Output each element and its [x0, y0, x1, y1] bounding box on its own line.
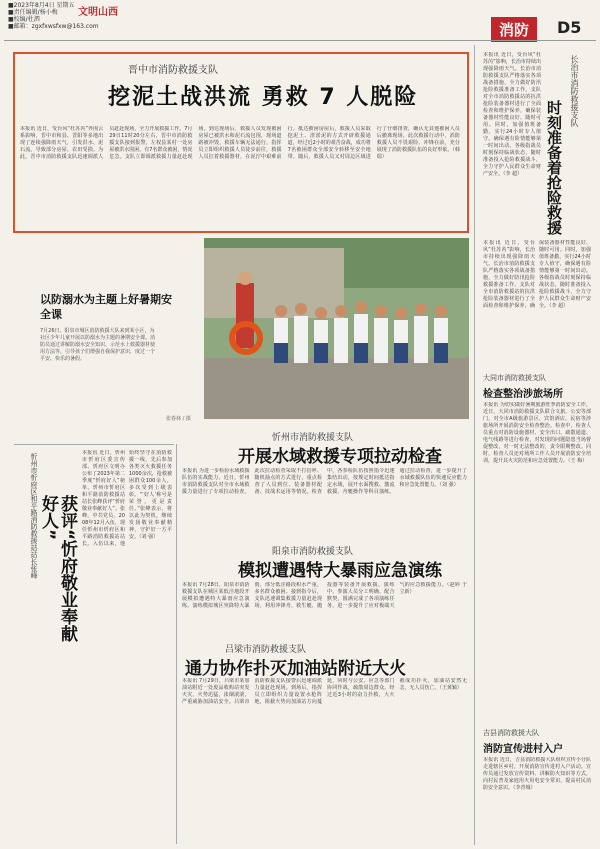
mid3-body: 本报讯 7月29日，吕梁市某加油站附近一处废品收购站突发火灾，火势迅猛，浓烟滚滚，严重威胁加油站安全。吕梁市消防救援支队接警后迅速调派力量赶赴现场。到场后，指挥员立即组织力量设置水枪阵地，阻截火势向加油站方向蔓延，同时与公安、应急等部门协同作战，疏散周边群众。经过近3小时的奋力扑救，大火被成功扑灭，加油站安然无恙，无人员伤亡。（王黄颖）: [182, 678, 467, 705]
page-number: D5: [557, 18, 582, 37]
mid1-body: 本报讯 为进一步检验水域救援队伍的实战能力，近日，忻州市消防救援支队对全市水域救援力量进行了专项拉动检查。此次拉动检查采取不打招呼、随机抽点的方式进行，重点检查了人员到位、装备器材配备、技战术运用等情况。检查中，各参检队伍按照指令迅速集结出动，按规定时间抵达指定水域，展开水面搜救、激流救援、舟艇操作等科目演练。通过拉动检查，进一步提升了水域救援队伍的快速反应能力和应急处置能力。（刘 强）: [182, 468, 467, 495]
right-bottom-kicker: 吉县消防救援大队: [483, 729, 539, 737]
paper-name: 文明山西: [78, 7, 118, 18]
mid2-headline: 模拟遭遇特大暴雨应急演练: [238, 561, 442, 581]
mid1-headline: 开展水域救援专项拉动检查: [238, 447, 442, 467]
right-bottom-body: 本报讯 近日，吉县消防救援大队组织宣传小分队走进辖区乡村，开展消防宣传进村入户活动。宣传员通过发放宣传资料、讲解防火知识等方式，向村民普及家庭用火用电安全常识，提高村民消防安全意识。（李青城）: [483, 757, 591, 791]
section-name: 消防: [491, 17, 537, 42]
mid3-headline: 通力协作扑灭加油站附近大火: [185, 659, 406, 679]
right-top-body-1: 本报讯 近日，受台风“杜苏芮”影响，长治市持续出现强降雨天气。长治市消防救援支队严格落实各项战备措施，全力做好防汛抢险救援准备工作。支队对全市消防救援站的抗洪抢险装备器材进行了全面检查和维护保养，确保装备器材性能良好、随时可用。同时，加强值班备勤，实行24小时专人值守，确保遇有险情能够第一时间出动。各级指战员时刻保持临战状态，随时准备投入抢险救援战斗，全力守护人民群众生命财产安全。（李 超）: [483, 52, 541, 177]
left-column-headline: 获评“忻府敬业奉献好人”: [38, 495, 77, 643]
lead-kicker: 晋中市消防救援支队: [128, 65, 218, 76]
left-column-rule: [14, 444, 174, 445]
issue-date: ■2023年8月4日 星期五: [8, 2, 75, 9]
mid3-kicker: 吕梁市消防救援支队: [225, 645, 307, 655]
right-top-headline: 时刻准备着抢险救援: [545, 100, 563, 235]
lead-body: 本报讯 近日，受台风“杜苏芮”外围云系影响，晋中市和县、晋阳等多地出现了连续强降雨天气，引发洪水、泥石流，导致部分房屋、农田受损。为此，晋中市消防救援支队迅速调派人员赶赴现场，全力开展救援工作。7月29日11时20分左右，晋中市消防救援支队接到报警，左权县某村一处房屋被洪水围困，有7名群众被困，情况危急。支队立即调派救援力量赶赴现场。到达现场后，救援人员发现被困房屋已被洪水和泥石流包围，现场道路被冲毁，救援车辆无法通行。指挥员立即组织救援人员徒步前往，救援人员扛着救援器材，在泥泞中艰难前行。抵达被困房屋后，救援人员采取挖泥土、清淤泥的方式开辟救援通道，经过近2小时的艰苦奋战，成功将7名被困群众全部安全转移至安全地带。随后，救援人员又对周边区域进行了仔细排查，确认无其他被困人员后撤离现场。此次救援行动中，消防救援人员不畏艰险、冲锋在前，充分展现了消防救援队伍的良好形象。（韩 瑞）: [20, 126, 460, 160]
mid2-kicker: 阳泉市消防救援支队: [272, 547, 354, 557]
right-column-divider: [474, 45, 475, 845]
editor-credit: ■责任编辑/杨小梅: [8, 9, 58, 16]
lead-headline: 挖泥土战洪流 勇救 7 人脱险: [108, 85, 419, 110]
right-top-kicker: 长治市消防救援支队: [570, 55, 579, 127]
right-mid-headline: 检查整治涉旅场所: [483, 389, 563, 400]
right-mid-kicker: 大同市消防救援支队: [483, 374, 546, 382]
email: ■邮箱：zgxfxwsfxw@163.com: [8, 23, 99, 30]
left-column-body: 本报讯 近日，忻州市忻府区委宣传部、忻府区文明办公布了2023年第二季度“忻府好人”榜单，忻州市忻府区和平路消防救援站站长张峰获评“忻府敬业奉献好人”。张峰，中共党员，2008年12月入伍，现任忻州市忻府区和平路消防救援站站长。入伍以来，他始终坚守在消防救援一线，先后参加各类灭火救援任务1000余次，抢救被困群众100余人，多次受到上级表彰。“‘好人’称号是荣誉，更是责任。”张峰表示，将以此为契机，继续发扬敬业奉献精神，守护好一方平安。（刘 强）: [82, 450, 172, 547]
right-bottom-headline: 消防宣传进村入户: [483, 744, 563, 755]
mid1-kicker: 忻州市消防救援支队: [272, 433, 354, 443]
designer-credit: ■校编/杜泗: [8, 16, 40, 23]
mid2-body: 本报讯 7月28日，阳泉市消防救援支队在城区某低洼地段开展模拟遭遇特大暴雨应急演练。演练模拟城区突降特大暴雨，部分低洼路段积水严重，多名群众被困。接到指令后，支队迅速调集救援力量赶赴现场，利用冲锋舟、救生艇、抛投器等装备开展救援。演练中，参演人员分工明确、配合默契，圆满完成了各项演练任务，进一步提升了应对极端天气的应急救援能力。（赵婷 于立新）: [182, 582, 467, 609]
left-column-kicker: 忻州市忻府区和平路消防救援站站长张峰: [30, 453, 38, 579]
photo-credit: 张春林 / 摄: [166, 416, 191, 422]
masthead: [0, 0, 600, 40]
right-mid-body: 本报讯 为切实做好暑期旅游旺季消防安全工作，近日，大同市消防救援支队联合文旅、公安等部门，对全市A级旅游景区、宾馆酒店、民宿等涉旅场所开展消防安全检查整治。检查中，检查人员重点对消防设施器材、安全出口、疏散通道、电气线路等进行检查，对发现的问题隐患当场督促整改，对一时无法整改的，责令限期整改。同时，检查人员还对场所工作人员开展消防安全培训，提升其火灾防范和应急处置能力。（王 梅）: [483, 402, 591, 464]
masthead-rule: [4, 40, 596, 41]
photo-caption: 7月26日，阳泉市城区消防救援大队来到某小区，为社区少年儿童开展以防溺水为主题的暑期安全课。消防员通过讲解防溺水安全知识、示范水上救援器材使用方法等，引导孩子们增强自我保护意识，度过一个平安、快乐的暑假。: [40, 328, 156, 362]
column-divider: [176, 444, 177, 844]
right-top-body-2: 本报讯 近日，受台风“杜苏芮”影响，长治市持续出现强降雨天气。长治市消防救援支队严格落实各项战备措施，全力做好防汛抢险救援准备工作。支队对全市消防救援站的抗洪抢险装备器材进行了全面检查和维护保养，确保装备器材性能良好、随时可用。同时，加强值班备勤，实行24小时专人值守，确保遇有险情能够第一时间出动。各级指战员时刻保持临战状态，随时准备投入抢险救援战斗，全力守护人民群众生命财产安全。（李 超）: [483, 240, 591, 309]
photo-feature-headline: 以防溺水为主题上好暑期安全课: [40, 293, 172, 321]
